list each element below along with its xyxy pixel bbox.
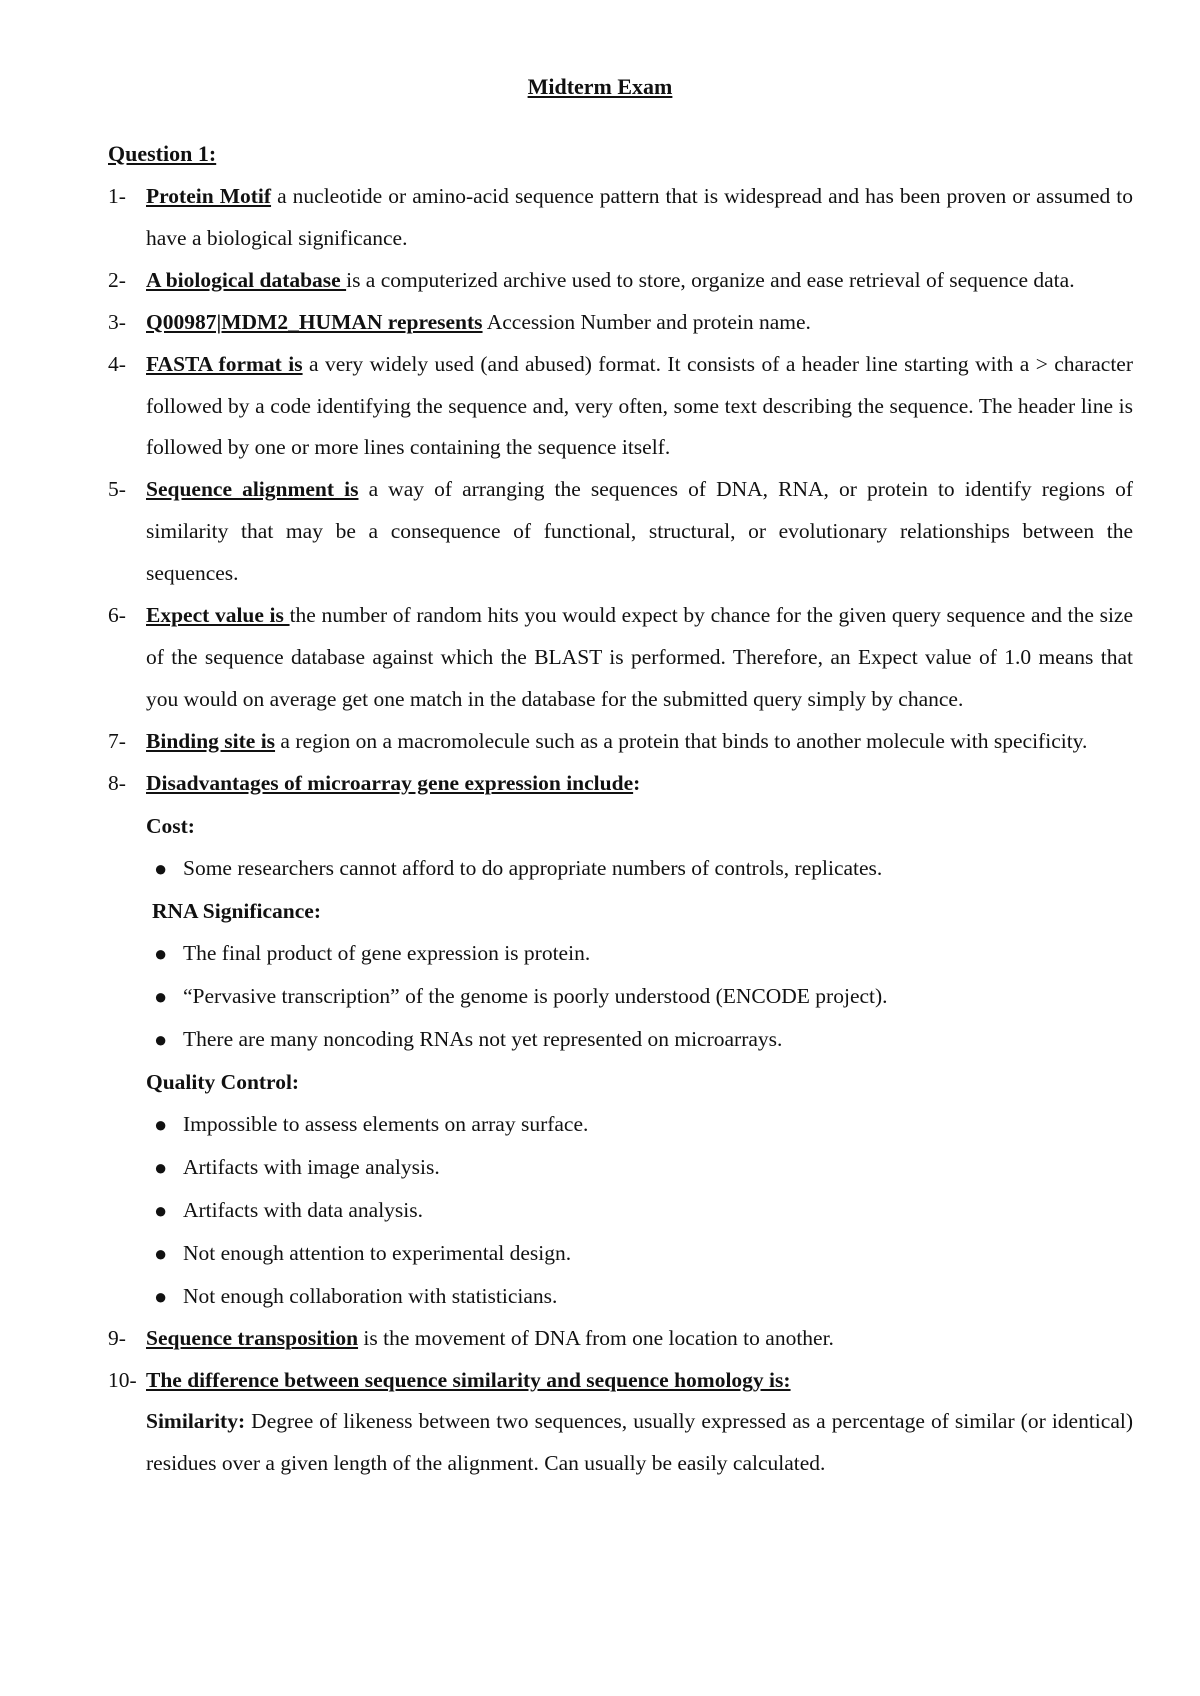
list-item: ● There are many noncoding RNAs not yet represented on microarrays.: [108, 1018, 1133, 1061]
item-number: 7-: [108, 728, 126, 753]
list-item: [108, 721, 1133, 763]
item-text: is a computerized archive used to store, organize and ease retrieval of sequence data.: [346, 267, 1075, 292]
list-item: [108, 763, 1133, 805]
item-text: a nucleotide or amino-acid sequence pattern that is widespread and has been proven or assumed to have a biological significance.: [146, 184, 1133, 250]
question-heading: Question 1:: [108, 141, 217, 166]
list-item: [108, 1318, 1133, 1360]
item-term: FASTA format is: [146, 351, 303, 376]
qc-bullet-list: [108, 1103, 1133, 1318]
bullet-icon: ●: [154, 1240, 168, 1266]
list-item: ● Some researchers cannot afford to do appropriate numbers of controls, replicates.: [108, 847, 1133, 890]
similarity-label: Similarity:: [146, 1409, 246, 1434]
answer-list: [108, 176, 1133, 1485]
list-item: ● Impossible to assess elements on array surface.: [108, 1103, 1133, 1146]
list-item: ● The final product of gene expression is protein.: [108, 932, 1133, 975]
item-number: 2-: [108, 267, 126, 292]
quality-control-label: Quality Control:: [146, 1069, 300, 1094]
item-term: The difference between sequence similarity and sequence homology is:: [146, 1367, 791, 1392]
item-text: Accession Number and protein name.: [482, 309, 811, 334]
cost-label: Cost:: [146, 813, 195, 838]
item-term: Protein Motif: [146, 184, 272, 208]
item-term: Expect value is: [146, 603, 290, 628]
list-item: ● “Pervasive transcription” of the genome is poorly understood (ENCODE project).: [108, 975, 1133, 1018]
item-number: 9-: [108, 1325, 126, 1350]
bullet-icon: ●: [154, 1111, 168, 1137]
item-term: Binding site is: [146, 728, 276, 753]
list-item: ● Artifacts with image analysis.: [108, 1146, 1133, 1189]
item-number: 1-: [108, 184, 126, 208]
item-term: Disadvantages of microarray gene expression include: [146, 770, 634, 795]
item-text: a region on a macromolecule such as a protein that binds to another molecule with specificity.: [275, 728, 1088, 753]
item-term: Sequence transposition: [146, 1325, 359, 1350]
item-term: Q00987|MDM2_HUMAN represents: [146, 309, 483, 334]
bullet-icon: ●: [154, 1283, 168, 1309]
page-title: Midterm Exam: [527, 74, 673, 99]
item-text: is the movement of DNA from one location to another.: [358, 1325, 834, 1350]
bullet-icon: ●: [154, 940, 168, 966]
item-number: 6-: [108, 603, 126, 628]
item-term: Sequence alignment is: [146, 477, 359, 502]
bullet-icon: ●: [154, 855, 168, 881]
cost-bullet-list: [108, 847, 1133, 890]
item-text: a way of arranging the sequences of DNA, RNA, or protein to identify regions of similarity that may be a consequence of functional, structural, or evolutionary relationships between the sequences.: [146, 477, 1133, 586]
list-item: [108, 344, 1133, 470]
list-item: ● Not enough attention to experimental design.: [108, 1232, 1133, 1275]
similarity-definition: [108, 1401, 1133, 1485]
list-item: ● Artifacts with data analysis.: [108, 1189, 1133, 1232]
list-item: [108, 260, 1133, 302]
list-item: [108, 176, 1133, 260]
item-number: 4-: [108, 351, 126, 376]
item-text: the number of random hits you would expect by chance for the given query sequence and the size of the sequence database against which the BLAST is performed. Therefore, an Expect value of 1.0 means that you would on average get one match in the database for the submitted query simply by chance.: [146, 603, 1133, 711]
rna-bullet-list: [108, 932, 1133, 1061]
item-text: a very widely used (and abused) format. It consists of a header line starting with a > character followed by a code identifying the sequence and, very often, some text describing the sequence. The header line is followed by one or more lines containing the sequence itself.: [146, 351, 1134, 460]
bullet-icon: ●: [154, 1154, 168, 1180]
list-item: [108, 595, 1133, 721]
item-number: 8-: [108, 770, 126, 795]
similarity-text: Degree of likeness between two sequences, usually expressed as a percentage of similar (or identical) residues over a given length of the alignment. Can usually be easily calculated.: [146, 1409, 1133, 1476]
list-item: [108, 469, 1133, 595]
list-item: [108, 1360, 1133, 1402]
item-colon: :: [633, 770, 641, 795]
item-number: 5-: [108, 477, 126, 502]
rna-significance-label: RNA Significance:: [152, 898, 322, 923]
bullet-icon: ●: [154, 1197, 168, 1223]
bullet-icon: ●: [154, 983, 168, 1009]
item-term: A biological database: [146, 267, 347, 292]
item-number: 10-: [108, 1367, 137, 1392]
list-item: ● Not enough collaboration with statisticians.: [108, 1275, 1133, 1318]
list-item: [108, 302, 1133, 344]
bullet-icon: ●: [154, 1026, 168, 1052]
item-number: 3-: [108, 309, 126, 334]
